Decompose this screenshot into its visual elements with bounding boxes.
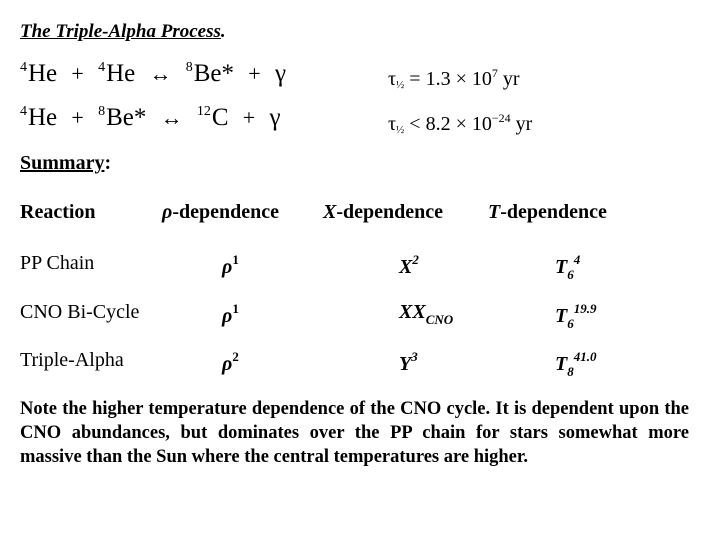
column-header-rho: ρ-dependence: [162, 201, 279, 223]
table-row-name: CNO Bi-Cycle: [20, 301, 140, 323]
rho-dependence: $\rho^2$: [222, 349, 239, 375]
column-header-t: T-dependence: [488, 201, 607, 223]
plus-sign: +: [71, 61, 84, 86]
reaction-equation-2: [20, 104, 281, 132]
double-arrow-icon: ↔: [160, 105, 183, 130]
t-dependence: $T_6^{19.9}$: [555, 301, 597, 331]
t-dependence: $T_6^4$: [555, 252, 581, 282]
plus-sign: +: [71, 105, 84, 130]
title-text: The Triple-Alpha Process: [20, 21, 221, 42]
x-dependence: $XX_{CNO}$: [399, 301, 454, 327]
page-title: [20, 21, 226, 43]
reaction-equation-1: [20, 60, 286, 88]
summary-heading: Summary:: [20, 152, 112, 174]
gamma-symbol: γ: [269, 104, 281, 131]
rho-dependence: $\rho^1$: [222, 301, 239, 327]
title-period: .: [220, 21, 226, 42]
x-dependence: $X^2$: [399, 252, 419, 278]
plus-sign: +: [248, 61, 261, 86]
rho-dependence: $\rho^1$: [222, 252, 239, 278]
nuclide: $^{12}$C: [196, 104, 229, 131]
double-arrow-icon: ↔: [149, 61, 172, 86]
gamma-symbol: γ: [274, 60, 286, 87]
plus-sign: +: [242, 105, 256, 130]
table-row-name: PP Chain: [20, 252, 95, 274]
nuclide: $^4$He: [98, 60, 136, 87]
nuclide: $^4$He: [20, 60, 58, 87]
t-dependence: $T_8^{41.0}$: [555, 349, 597, 379]
nuclide: $^8$Be*: [98, 104, 147, 131]
nuclide: $^4$He: [20, 104, 58, 131]
table-row-name: Triple-Alpha: [20, 349, 124, 371]
lifetime-2: τ½ < $8.2 \times 10^{-24}$ yr: [388, 111, 533, 136]
x-dependence: $Y^3$: [399, 349, 418, 375]
nuclide: $^8$Be*: [185, 60, 235, 87]
note-paragraph: Note the higher temperature dependence of the CNO cycle. It is dependent upon the CNO abundances, but dominates over the PP chain for stars somewhat more massive than the Sun where the central temperatures are higher.: [20, 399, 689, 467]
lifetime-1: τ½ = $1.3 \times 10^7$ yr: [388, 66, 520, 91]
column-header-x: X-dependence: [323, 201, 444, 223]
column-header-reaction: Reaction: [20, 201, 96, 223]
